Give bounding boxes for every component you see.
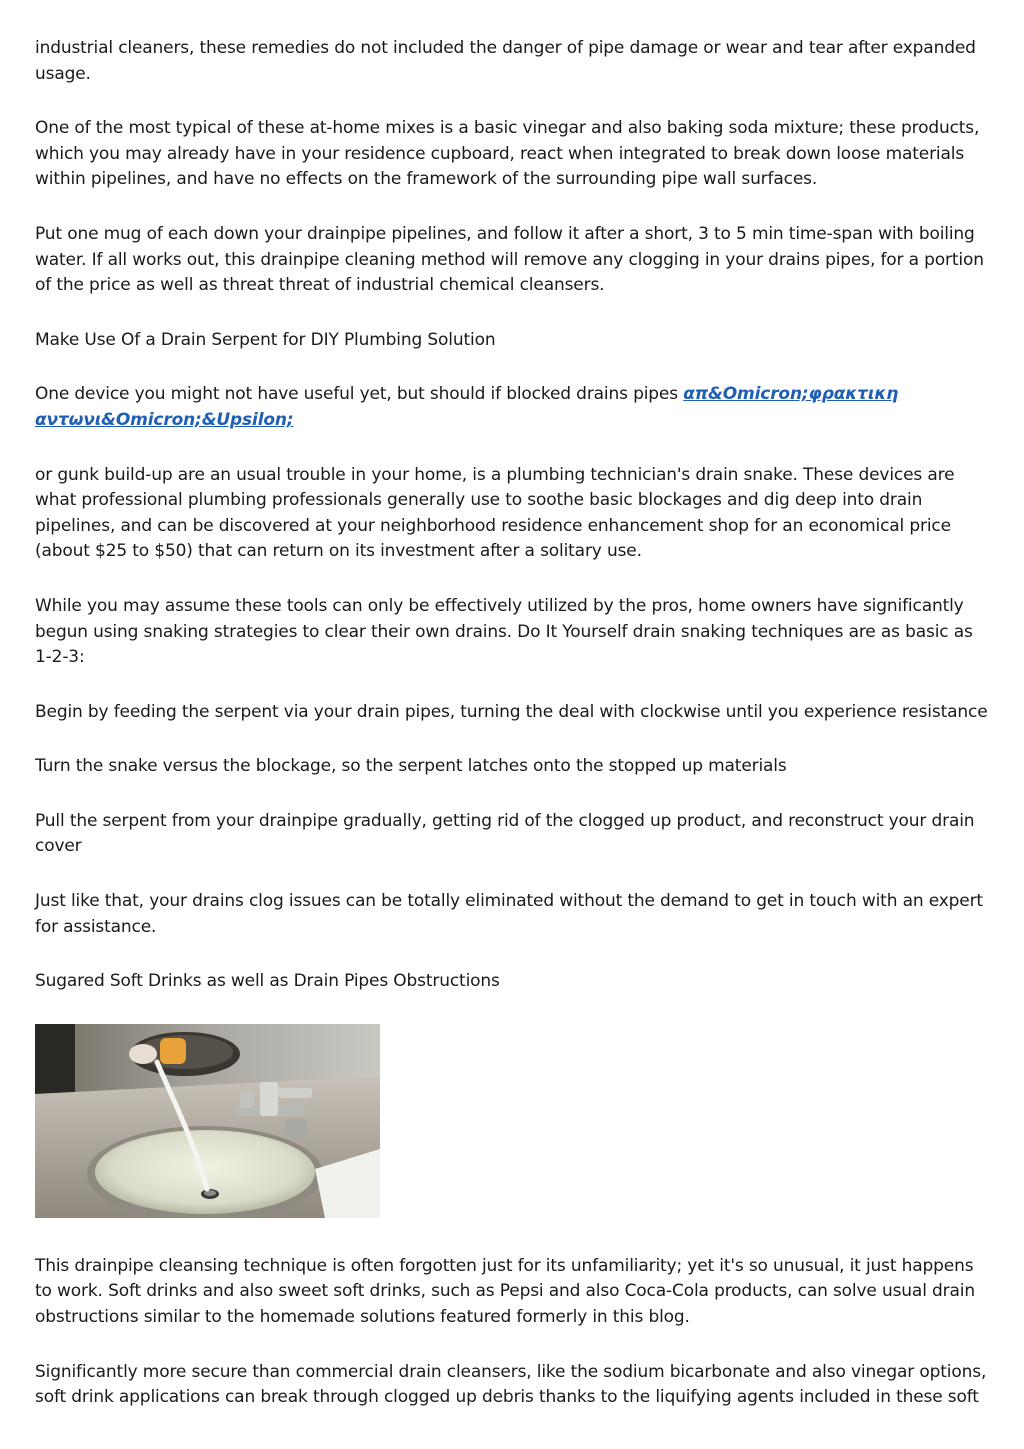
- paragraph-soft-drink-technique: This drainpipe cleansing technique is often forgotten just for its unfamiliarity; yet it's so unusual, it just happens to work. Soft drinks and also sweet soft drinks, such as Pepsi and also Coca-Cola products, can solve usual drain obstructions similar to the homemade solutions featured formerly in this blog.: [35, 1255, 975, 1328]
- paragraph-intro-continued: industrial cleaners, these remedies do not included the danger of pipe damage or wear and tear after expanded usage.: [35, 38, 976, 84]
- step-turn-snake: Turn the snake versus the blockage, so the serpent latches onto the stopped up materials: [35, 756, 787, 777]
- paragraph-drain-device-text: One device you might not have useful yet, but should if blocked drains pipes: [35, 384, 684, 405]
- article-body: [35, 36, 990, 1440]
- sink-drain-photo: [35, 1024, 380, 1218]
- step-pull-serpent: Pull the serpent from your drainpipe gradually, getting rid of the clogged up product, and reconstruct your drain cover: [35, 810, 975, 857]
- section-heading-drain-serpent: Make Use Of a Drain Serpent for DIY Plumbing Solution: [35, 329, 496, 350]
- paragraph-soft-drink-safer: Significantly more secure than commercial drain cleansers, like the sodium bicarbonate and also vinegar options, soft drink applications can break through clogged up debris thanks to the liquifying agents included in these soft: [35, 1361, 987, 1408]
- paragraph-clog-eliminated: Just like that, your drains clog issues can be totally eliminated without the demand to get in touch with an expert for assistance.: [35, 891, 983, 937]
- section-heading-soft-drinks: Sugared Soft Drinks as well as Drain Pipes Obstructions: [35, 971, 500, 992]
- step-feed-serpent: Begin by feeding the serpent via your drain pipes, turning the deal with clockwise until you experience resistance: [35, 701, 988, 722]
- paragraph-drain-device: [35, 382, 990, 433]
- paragraph-boiling-water: Put one mug of each down your drainpipe pipelines, and follow it after a short, 3 to 5 min time-span with boiling water. If all works out, this drainpipe cleaning method will remove any clogging in your drains pipes, for a portion of the price as well as threat threat of industrial chemical cleansers.: [35, 223, 984, 296]
- paragraph-drain-snake: or gunk build-up are an usual trouble in your home, is a plumbing technician's drain snake. These devices are what professional plumbing professionals generally use to soothe basic blockages and dig deep into drain pipelines, and can be discovered at your neighborhood residence enhancement shop for an economical price (about $25 to $50) that can return on its investment after a solitary use.: [35, 464, 955, 562]
- paragraph-vinegar-baking-soda: One of the most typical of these at-home mixes is a basic vinegar and also baking soda mixture; these products, which you may already have in your residence cupboard, react when integrated to break down loose materials within pipelines, and have no effects on the framework of the surrounding pipe wall surfaces.: [35, 118, 980, 190]
- anchor-link-greek[interactable]: απ&Omicron;φρακτικη αντωνι&Omicron;&Upsilon;: [35, 384, 899, 430]
- paragraph-diy-snaking: While you may assume these tools can only be effectively utilized by the pros, home owners have significantly begun using snaking strategies to clear their own drains. Do It Yourself drain snaking techniques are as basic as 1-2-3:: [35, 595, 973, 668]
